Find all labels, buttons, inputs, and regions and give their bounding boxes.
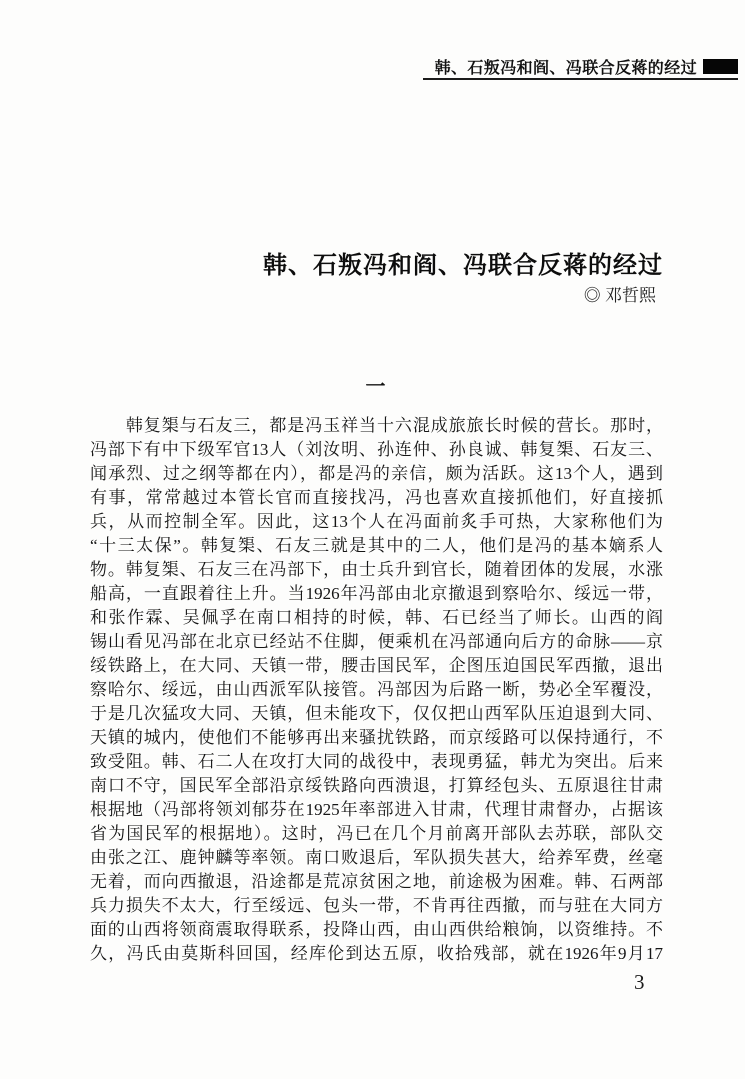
body-line: 于是几次猛攻大同、天镇，但未能攻下，仅仅把山西军队压迫退到大同、 — [90, 704, 663, 723]
body-line: “十三太保”。韩复榘、石友三就是其中的二人，他们是冯的基本嫡系人 — [90, 536, 663, 555]
body-line: 省为国民军的根据地）。这时，冯已在几个月前离开部队去苏联，部队交 — [90, 824, 663, 843]
body-line: 韩复榘与石友三，都是冯玉祥当十六混成旅旅长时候的营长。那时， — [90, 416, 663, 435]
body-line: 物。韩复榘、石友三在冯部下，由士兵升到官长，随着团体的发展，水涨 — [90, 560, 663, 579]
body-line: 闻承烈、过之纲等都在内），都是冯的亲信，颇为活跃。这13个人，遇到 — [90, 464, 663, 483]
body-line: 天镇的城内，使他们不能够再出来骚扰铁路，而京绥路可以保持通行，不 — [90, 728, 663, 747]
article-body — [90, 414, 663, 966]
body-line: 绥铁路上，在大同、天镇一带，腰击国民军，企图压迫国民军西撤，退出 — [90, 656, 663, 675]
page-number: 3 — [634, 970, 645, 994]
body-line: 南口不守，国民军全部沿京绥铁路向西溃退，打算经包头、五原退往甘肃 — [90, 776, 663, 795]
section-heading: 一 — [365, 376, 386, 398]
body-line: 致受阻。韩、石二人在攻打大同的战役中，表现勇猛，韩尤为突出。后来 — [90, 752, 663, 771]
header-rule — [423, 78, 738, 80]
chapter-tab-marker-icon — [703, 59, 738, 74]
body-line: 兵力损失不太大，行至绥远、包头一带，不肯再往西撤，而与驻在大同方 — [90, 896, 663, 915]
body-line: 和张作霖、吴佩孚在南口相持的时候，韩、石已经当了师长。山西的阎 — [90, 608, 663, 627]
body-line: 锡山看见冯部在北京已经站不住脚，便乘机在冯部通向后方的命脉——京 — [90, 632, 663, 651]
body-line: 船高，一直跟着往上升。当1926年冯部由北京撤退到察哈尔、绥远一带， — [90, 584, 663, 603]
body-line: 根据地（冯部将领刘郁芬在1925年率部进入甘肃，代理甘肃督办，占据该 — [90, 800, 663, 819]
body-line: 兵，从而控制全军。因此，这13个人在冯面前炙手可热，大家称他们为 — [90, 512, 663, 531]
body-line: 冯部下有中下级军官13人（刘汝明、孙连仲、孙良诚、韩复榘、石友三、 — [90, 440, 663, 459]
body-line: 面的山西将领商震取得联系，投降山西，由山西供给粮饷，以资维持。不 — [90, 920, 663, 939]
body-line: 有事，常常越过本管长官而直接找冯，冯也喜欢直接抓他们，好直接抓 — [90, 488, 663, 507]
body-line: 久，冯氏由莫斯科回国，经库伦到达五原，收拾残部，就在1926年9月17 — [90, 944, 663, 963]
running-header-title: 韩、石叛冯和阎、冯联合反蒋的经过 — [434, 60, 697, 77]
body-line: 无着，而向西撤退，沿途都是荒凉贫困之地，前途极为困难。韩、石两部 — [90, 872, 663, 891]
body-line: 察哈尔、绥远，由山西派军队接管。冯部因为后路一断，势必全军覆没， — [90, 680, 663, 699]
article-title: 韩、石叛冯和阎、冯联合反蒋的经过 — [263, 252, 663, 279]
running-header — [435, 55, 738, 78]
article-byline: ◎ 邓哲熙 — [583, 286, 656, 305]
body-line: 由张之江、鹿钟麟等率领。南口败退后，军队损失甚大，给养军费，丝毫 — [90, 848, 663, 867]
